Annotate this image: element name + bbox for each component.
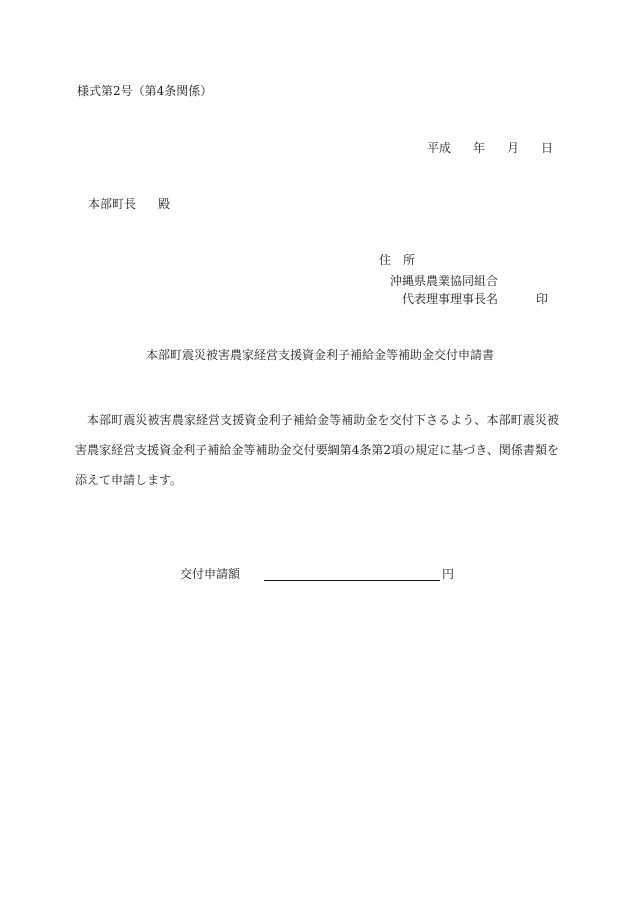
representative-label: 代表理事理事長名 (402, 292, 499, 306)
date-era: 平成 (427, 141, 452, 155)
amount-row (180, 566, 454, 581)
addressee-title: 本部町長 (88, 197, 137, 211)
date-month: 月 (507, 141, 520, 155)
date-day: 日 (541, 141, 554, 155)
body-paragraph: 本部町震災被害農家経営支援資金利子補給金等補助金を交付下さるよう、本部町震災被害農家経営支援資金利子補給金等補助金交付要綱第4条第2項の規定に基づき、関係書類を添えて申請します。 (75, 413, 559, 487)
amount-input-line[interactable] (264, 566, 440, 581)
amount-unit: 円 (442, 567, 455, 581)
applicant-address-label (379, 253, 415, 267)
applicant-organization: 沖縄県農業協同組合 (390, 274, 499, 288)
address-label-char-2: 所 (403, 253, 416, 267)
amount-label: 交付申請額 (180, 567, 241, 581)
document-title: 本部町震災被害農家経営支援資金利子補給金等補助金交付申請書 (146, 348, 495, 362)
date-year: 年 (473, 141, 486, 155)
applicant-representative (402, 292, 548, 306)
seal-mark: 印 (536, 292, 549, 306)
addressee-honorific: 殿 (158, 197, 171, 211)
date-line (427, 141, 553, 155)
addressee (88, 197, 170, 211)
form-number: 様式第2号（第4条関係） (77, 84, 213, 98)
address-label-char-1: 住 (379, 253, 392, 267)
